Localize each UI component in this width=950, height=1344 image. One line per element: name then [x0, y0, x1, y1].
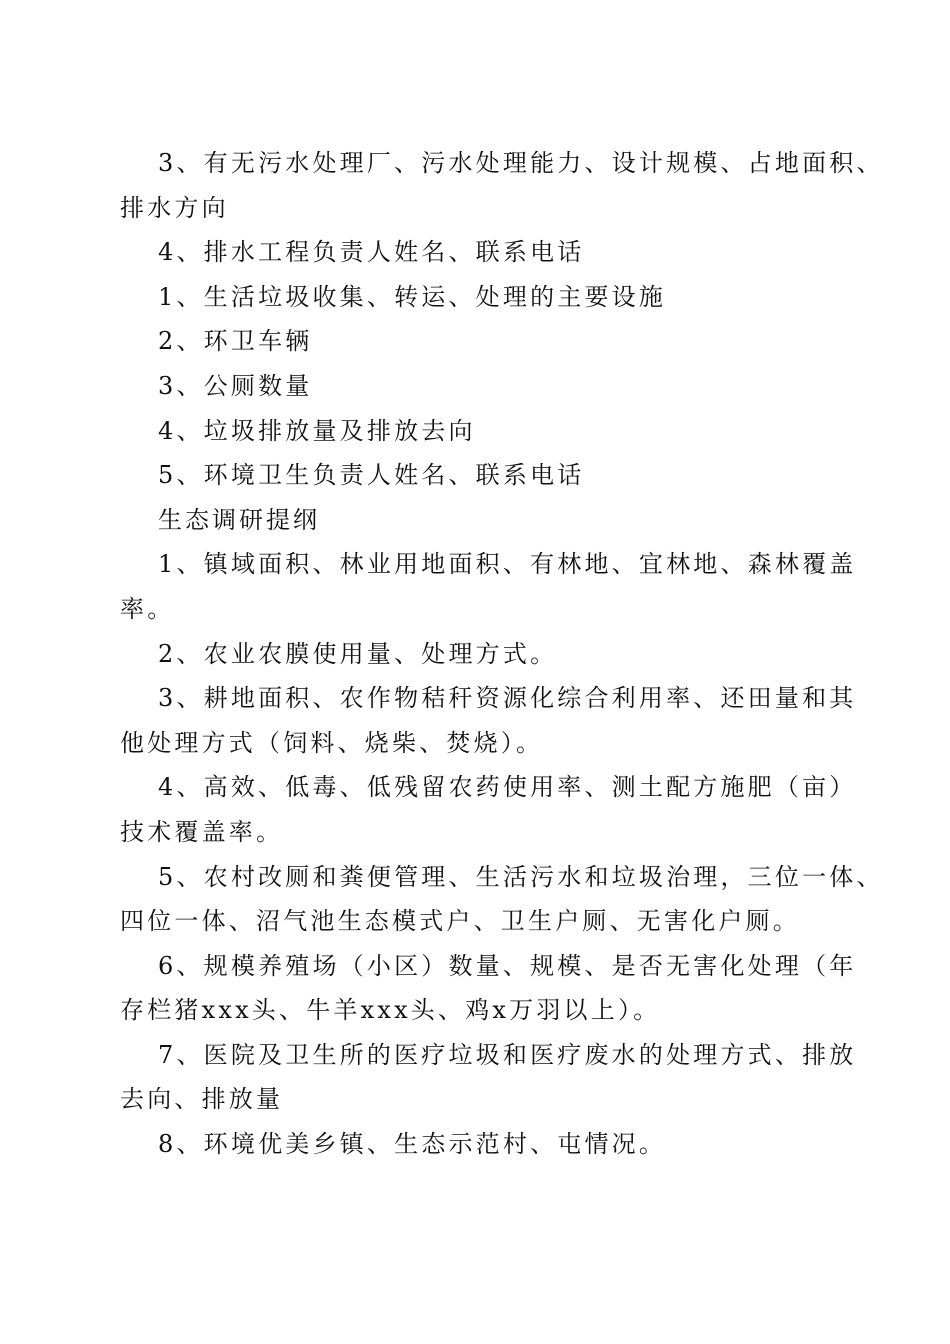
item-farmland-straw: 3、耕地面积、农作物秸秆资源化综合利用率、还田量和其 [158, 684, 857, 713]
document-body [120, 141, 884, 1167]
item-rural-toilets: 5、农村改厕和粪便管理、生活污水和垃圾治理，三位一体、 [158, 862, 884, 891]
item-forest-area: 1、镇域面积、林业用地面积、有林地、宜林地、森林覆盖 [158, 550, 857, 579]
item-garbage-discharge: 4、垃圾排放量及排放去向 [158, 416, 476, 445]
item-sewage-plant: 3、有无污水处理厂、污水处理能力、设计规模、占地面积、 [158, 149, 884, 177]
item-pesticide: 4、高效、低毒、低残留农药使用率、测土配方施肥（亩） [158, 773, 857, 802]
item-eco-villages: 8、环境优美乡镇、生态示范村、屯情况。 [158, 1130, 667, 1159]
item-livestock-farms-cont: 存栏猪xxx头、牛羊xxx头、鸡x万羽以上）。 [120, 996, 661, 1025]
item-agri-film: 2、农业农膜使用量、处理方式。 [158, 639, 558, 668]
item-sanitation-contact: 5、环境卫生负责人姓名、联系电话 [158, 461, 585, 490]
section-heading-ecology: 生态调研提纲 [158, 505, 320, 534]
item-sanitation-vehicles: 2、环卫车辆 [158, 327, 313, 356]
item-farmland-straw-cont: 他处理方式（饲料、烧柴、焚烧）。 [120, 728, 544, 757]
item-livestock-farms: 6、规模养殖场（小区）数量、规模、是否无害化处理（年 [158, 951, 857, 980]
item-medical-waste: 7、医院及卫生所的医疗垃圾和医疗废水的处理方式、排放 [158, 1040, 857, 1069]
item-medical-waste-cont: 去向、排放量 [120, 1085, 284, 1114]
item-garbage-facilities: 1、生活垃圾收集、转运、处理的主要设施 [158, 282, 667, 311]
item-pesticide-cont: 技术覆盖率。 [120, 817, 284, 846]
item-rural-toilets-cont: 四位一体、沼气池生态模式户、卫生户厕、无害化户厕。 [120, 907, 800, 936]
item-drainage-contact: 4、排水工程负责人姓名、联系电话 [158, 238, 585, 267]
item-sewage-plant-cont: 排水方向 [120, 193, 229, 222]
item-forest-area-cont: 率。 [120, 594, 175, 623]
item-public-toilets: 3、公厕数量 [158, 371, 313, 400]
